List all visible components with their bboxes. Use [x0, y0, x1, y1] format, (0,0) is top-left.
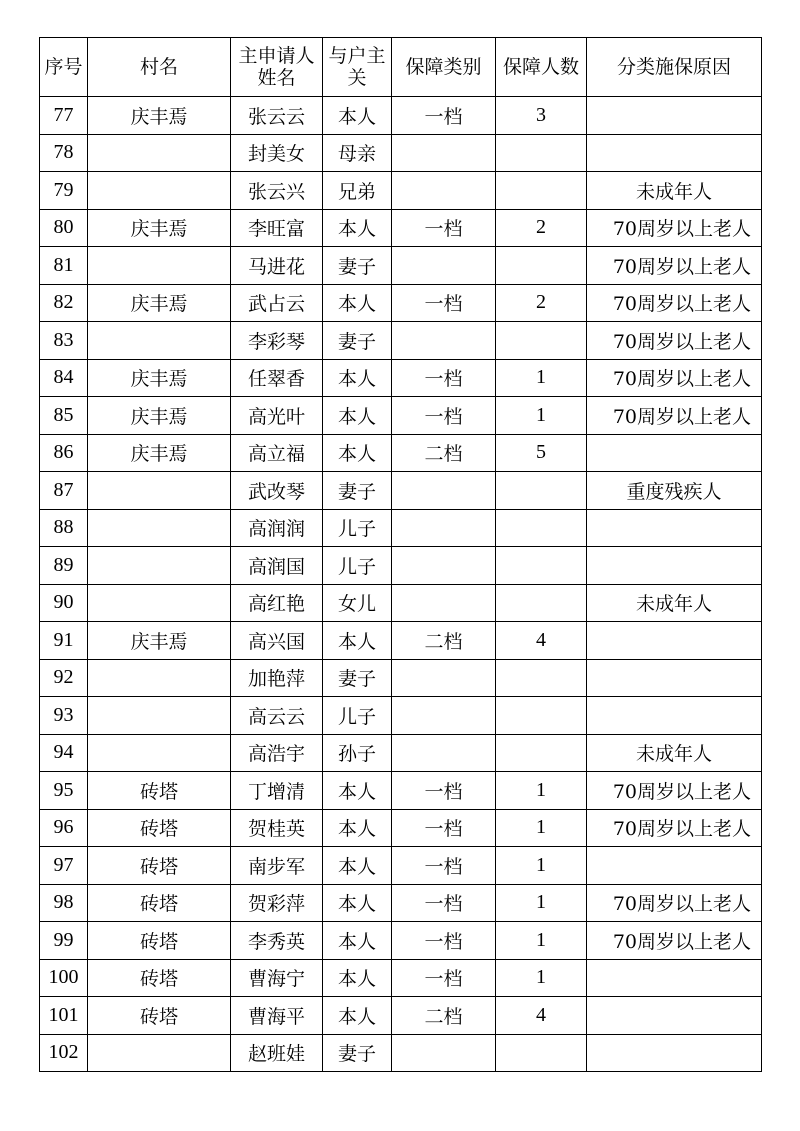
- cell-category: 一档: [392, 284, 496, 322]
- cell-village: [88, 584, 231, 622]
- cell-category: 一档: [392, 959, 496, 997]
- cell-relation: 本人: [323, 397, 392, 435]
- cell-seq: 82: [40, 284, 88, 322]
- cell-count: [496, 1034, 587, 1072]
- cell-relation: 本人: [323, 772, 392, 810]
- cell-relation: 儿子: [323, 547, 392, 585]
- cell-count: 1: [496, 959, 587, 997]
- cell-category: [392, 734, 496, 772]
- cell-category: 一档: [392, 97, 496, 135]
- cell-applicant-name: 曹海宁: [231, 959, 323, 997]
- cell-category: [392, 584, 496, 622]
- cell-relation: 妻子: [323, 322, 392, 360]
- cell-reason: 70周岁以上老人: [587, 884, 762, 922]
- cell-count: 4: [496, 622, 587, 660]
- cell-village: [88, 734, 231, 772]
- cell-village: 庆丰焉: [88, 97, 231, 135]
- cell-relation: 儿子: [323, 509, 392, 547]
- cell-relation: 本人: [323, 284, 392, 322]
- cell-relation: 本人: [323, 884, 392, 922]
- cell-category: [392, 509, 496, 547]
- table-row: [40, 922, 762, 960]
- cell-applicant-name: 丁增清: [231, 772, 323, 810]
- cell-count: 1: [496, 847, 587, 885]
- cell-count: [496, 509, 587, 547]
- cell-relation: 本人: [323, 959, 392, 997]
- cell-seq: 94: [40, 734, 88, 772]
- cell-seq: 98: [40, 884, 88, 922]
- cell-seq: 102: [40, 1034, 88, 1072]
- cell-count: 1: [496, 809, 587, 847]
- cell-relation: 儿子: [323, 697, 392, 735]
- cell-count: 4: [496, 997, 587, 1035]
- cell-relation: 本人: [323, 209, 392, 247]
- cell-category: [392, 247, 496, 285]
- cell-category: 一档: [392, 209, 496, 247]
- table-row: [40, 284, 762, 322]
- cell-seq: 85: [40, 397, 88, 435]
- table-row: [40, 547, 762, 585]
- table-row: [40, 1034, 762, 1072]
- cell-village: 庆丰焉: [88, 209, 231, 247]
- header-seq: 序号: [40, 38, 88, 97]
- cell-seq: 77: [40, 97, 88, 135]
- table-row: [40, 772, 762, 810]
- cell-village: [88, 247, 231, 285]
- cell-applicant-name: 曹海平: [231, 997, 323, 1035]
- cell-count: [496, 134, 587, 172]
- cell-category: 一档: [392, 359, 496, 397]
- cell-relation: 本人: [323, 922, 392, 960]
- cell-category: [392, 1034, 496, 1072]
- cell-relation: 本人: [323, 359, 392, 397]
- cell-village: 庆丰焉: [88, 359, 231, 397]
- cell-seq: 92: [40, 659, 88, 697]
- cell-village: 庆丰焉: [88, 397, 231, 435]
- cell-reason: 70周岁以上老人: [587, 809, 762, 847]
- cell-reason: 70周岁以上老人: [587, 209, 762, 247]
- cell-village: 庆丰焉: [88, 284, 231, 322]
- cell-village: 砖塔: [88, 997, 231, 1035]
- cell-village: 砖塔: [88, 847, 231, 885]
- cell-category: 二档: [392, 434, 496, 472]
- table-row: [40, 809, 762, 847]
- cell-village: 庆丰焉: [88, 434, 231, 472]
- header-category: 保障类别: [392, 38, 496, 97]
- cell-reason: [587, 997, 762, 1035]
- cell-seq: 83: [40, 322, 88, 360]
- table-header: [40, 38, 762, 97]
- table-row: [40, 884, 762, 922]
- cell-relation: 本人: [323, 622, 392, 660]
- table-row: [40, 847, 762, 885]
- cell-seq: 101: [40, 997, 88, 1035]
- cell-seq: 89: [40, 547, 88, 585]
- cell-village: [88, 134, 231, 172]
- cell-relation: 母亲: [323, 134, 392, 172]
- cell-reason: [587, 547, 762, 585]
- header-count: 保障人数: [496, 38, 587, 97]
- cell-relation: 本人: [323, 434, 392, 472]
- cell-category: [392, 472, 496, 510]
- cell-category: 一档: [392, 809, 496, 847]
- table-row: [40, 322, 762, 360]
- table-row: [40, 97, 762, 135]
- cell-seq: 99: [40, 922, 88, 960]
- cell-applicant-name: 加艳萍: [231, 659, 323, 697]
- cell-reason: [587, 697, 762, 735]
- table-row: [40, 697, 762, 735]
- cell-count: 1: [496, 884, 587, 922]
- cell-relation: 本人: [323, 847, 392, 885]
- cell-village: 砖塔: [88, 959, 231, 997]
- cell-category: [392, 547, 496, 585]
- cell-village: 砖塔: [88, 884, 231, 922]
- cell-village: [88, 547, 231, 585]
- cell-seq: 78: [40, 134, 88, 172]
- cell-applicant-name: 高兴国: [231, 622, 323, 660]
- cell-count: 1: [496, 359, 587, 397]
- cell-seq: 84: [40, 359, 88, 397]
- cell-applicant-name: 马进花: [231, 247, 323, 285]
- cell-category: 一档: [392, 397, 496, 435]
- cell-applicant-name: 李旺富: [231, 209, 323, 247]
- cell-seq: 79: [40, 172, 88, 210]
- cell-seq: 100: [40, 959, 88, 997]
- cell-reason: [587, 622, 762, 660]
- cell-category: 一档: [392, 884, 496, 922]
- table-row: [40, 359, 762, 397]
- cell-seq: 97: [40, 847, 88, 885]
- cell-reason: [587, 1034, 762, 1072]
- cell-village: [88, 659, 231, 697]
- table-row: [40, 997, 762, 1035]
- cell-applicant-name: 高润国: [231, 547, 323, 585]
- table-row: [40, 472, 762, 510]
- cell-seq: 88: [40, 509, 88, 547]
- cell-seq: 80: [40, 209, 88, 247]
- cell-reason: 70周岁以上老人: [587, 322, 762, 360]
- cell-category: [392, 659, 496, 697]
- cell-category: [392, 322, 496, 360]
- header-village: 村名: [88, 38, 231, 97]
- cell-seq: 87: [40, 472, 88, 510]
- cell-count: 1: [496, 397, 587, 435]
- cell-count: [496, 584, 587, 622]
- cell-relation: 妻子: [323, 247, 392, 285]
- cell-reason: 未成年人: [587, 734, 762, 772]
- cell-applicant-name: 贺桂英: [231, 809, 323, 847]
- cell-village: [88, 1034, 231, 1072]
- cell-reason: 70周岁以上老人: [587, 922, 762, 960]
- cell-reason: [587, 659, 762, 697]
- table-row: [40, 734, 762, 772]
- cell-reason: [587, 434, 762, 472]
- cell-category: [392, 134, 496, 172]
- cell-reason: 70周岁以上老人: [587, 772, 762, 810]
- cell-village: 砖塔: [88, 809, 231, 847]
- cell-category: 二档: [392, 997, 496, 1035]
- header-relation: 与户主关: [323, 38, 392, 97]
- cell-count: [496, 172, 587, 210]
- cell-category: 一档: [392, 772, 496, 810]
- cell-applicant-name: 贺彩萍: [231, 884, 323, 922]
- table-row: [40, 397, 762, 435]
- cell-relation: 本人: [323, 809, 392, 847]
- cell-village: [88, 322, 231, 360]
- cell-applicant-name: 高润润: [231, 509, 323, 547]
- cell-seq: 90: [40, 584, 88, 622]
- cell-applicant-name: 李秀英: [231, 922, 323, 960]
- cell-seq: 95: [40, 772, 88, 810]
- cell-count: 2: [496, 284, 587, 322]
- cell-village: [88, 172, 231, 210]
- cell-applicant-name: 武占云: [231, 284, 323, 322]
- table-row: [40, 659, 762, 697]
- cell-reason: [587, 134, 762, 172]
- cell-applicant-name: 武改琴: [231, 472, 323, 510]
- cell-count: [496, 659, 587, 697]
- cell-applicant-name: 张云云: [231, 97, 323, 135]
- cell-seq: 86: [40, 434, 88, 472]
- cell-village: 庆丰焉: [88, 622, 231, 660]
- table-row: [40, 134, 762, 172]
- cell-reason: 未成年人: [587, 172, 762, 210]
- cell-count: [496, 247, 587, 285]
- cell-count: [496, 697, 587, 735]
- cell-relation: 本人: [323, 997, 392, 1035]
- table-row: [40, 209, 762, 247]
- table-row: [40, 622, 762, 660]
- cell-applicant-name: 高云云: [231, 697, 323, 735]
- cell-relation: 妻子: [323, 1034, 392, 1072]
- table-row: [40, 959, 762, 997]
- cell-category: 一档: [392, 847, 496, 885]
- cell-applicant-name: 任翠香: [231, 359, 323, 397]
- cell-reason: 重度残疾人: [587, 472, 762, 510]
- cell-reason: 70周岁以上老人: [587, 359, 762, 397]
- cell-relation: 本人: [323, 97, 392, 135]
- cell-category: [392, 697, 496, 735]
- cell-village: [88, 697, 231, 735]
- cell-count: [496, 472, 587, 510]
- cell-count: 5: [496, 434, 587, 472]
- table-row: [40, 434, 762, 472]
- cell-relation: 孙子: [323, 734, 392, 772]
- cell-reason: [587, 847, 762, 885]
- cell-reason: [587, 97, 762, 135]
- cell-category: [392, 172, 496, 210]
- cell-category: 一档: [392, 922, 496, 960]
- table-body: [40, 97, 762, 1072]
- cell-applicant-name: 高红艳: [231, 584, 323, 622]
- assistance-table: [39, 37, 762, 1072]
- cell-count: [496, 734, 587, 772]
- cell-village: [88, 472, 231, 510]
- cell-relation: 兄弟: [323, 172, 392, 210]
- cell-relation: 妻子: [323, 659, 392, 697]
- cell-relation: 妻子: [323, 472, 392, 510]
- cell-village: 砖塔: [88, 772, 231, 810]
- cell-reason: 70周岁以上老人: [587, 397, 762, 435]
- cell-seq: 91: [40, 622, 88, 660]
- cell-applicant-name: 赵班娃: [231, 1034, 323, 1072]
- cell-reason: 70周岁以上老人: [587, 284, 762, 322]
- header-reason: 分类施保原因: [587, 38, 762, 97]
- cell-village: [88, 509, 231, 547]
- cell-seq: 96: [40, 809, 88, 847]
- cell-reason: 未成年人: [587, 584, 762, 622]
- cell-applicant-name: 高光叶: [231, 397, 323, 435]
- table-row: [40, 172, 762, 210]
- cell-reason: [587, 959, 762, 997]
- header-row: [40, 38, 762, 97]
- table-row: [40, 509, 762, 547]
- table-row: [40, 247, 762, 285]
- cell-applicant-name: 张云兴: [231, 172, 323, 210]
- header-applicant: 主申请人姓名: [231, 38, 323, 97]
- cell-count: [496, 322, 587, 360]
- cell-applicant-name: 封美女: [231, 134, 323, 172]
- cell-reason: 70周岁以上老人: [587, 247, 762, 285]
- cell-count: [496, 547, 587, 585]
- cell-category: 二档: [392, 622, 496, 660]
- table-row: [40, 584, 762, 622]
- cell-count: 3: [496, 97, 587, 135]
- cell-applicant-name: 李彩琴: [231, 322, 323, 360]
- cell-applicant-name: 高浩宇: [231, 734, 323, 772]
- cell-village: 砖塔: [88, 922, 231, 960]
- cell-count: 2: [496, 209, 587, 247]
- cell-applicant-name: 高立福: [231, 434, 323, 472]
- cell-relation: 女儿: [323, 584, 392, 622]
- cell-seq: 81: [40, 247, 88, 285]
- cell-seq: 93: [40, 697, 88, 735]
- cell-count: 1: [496, 772, 587, 810]
- cell-count: 1: [496, 922, 587, 960]
- cell-reason: [587, 509, 762, 547]
- cell-applicant-name: 南步军: [231, 847, 323, 885]
